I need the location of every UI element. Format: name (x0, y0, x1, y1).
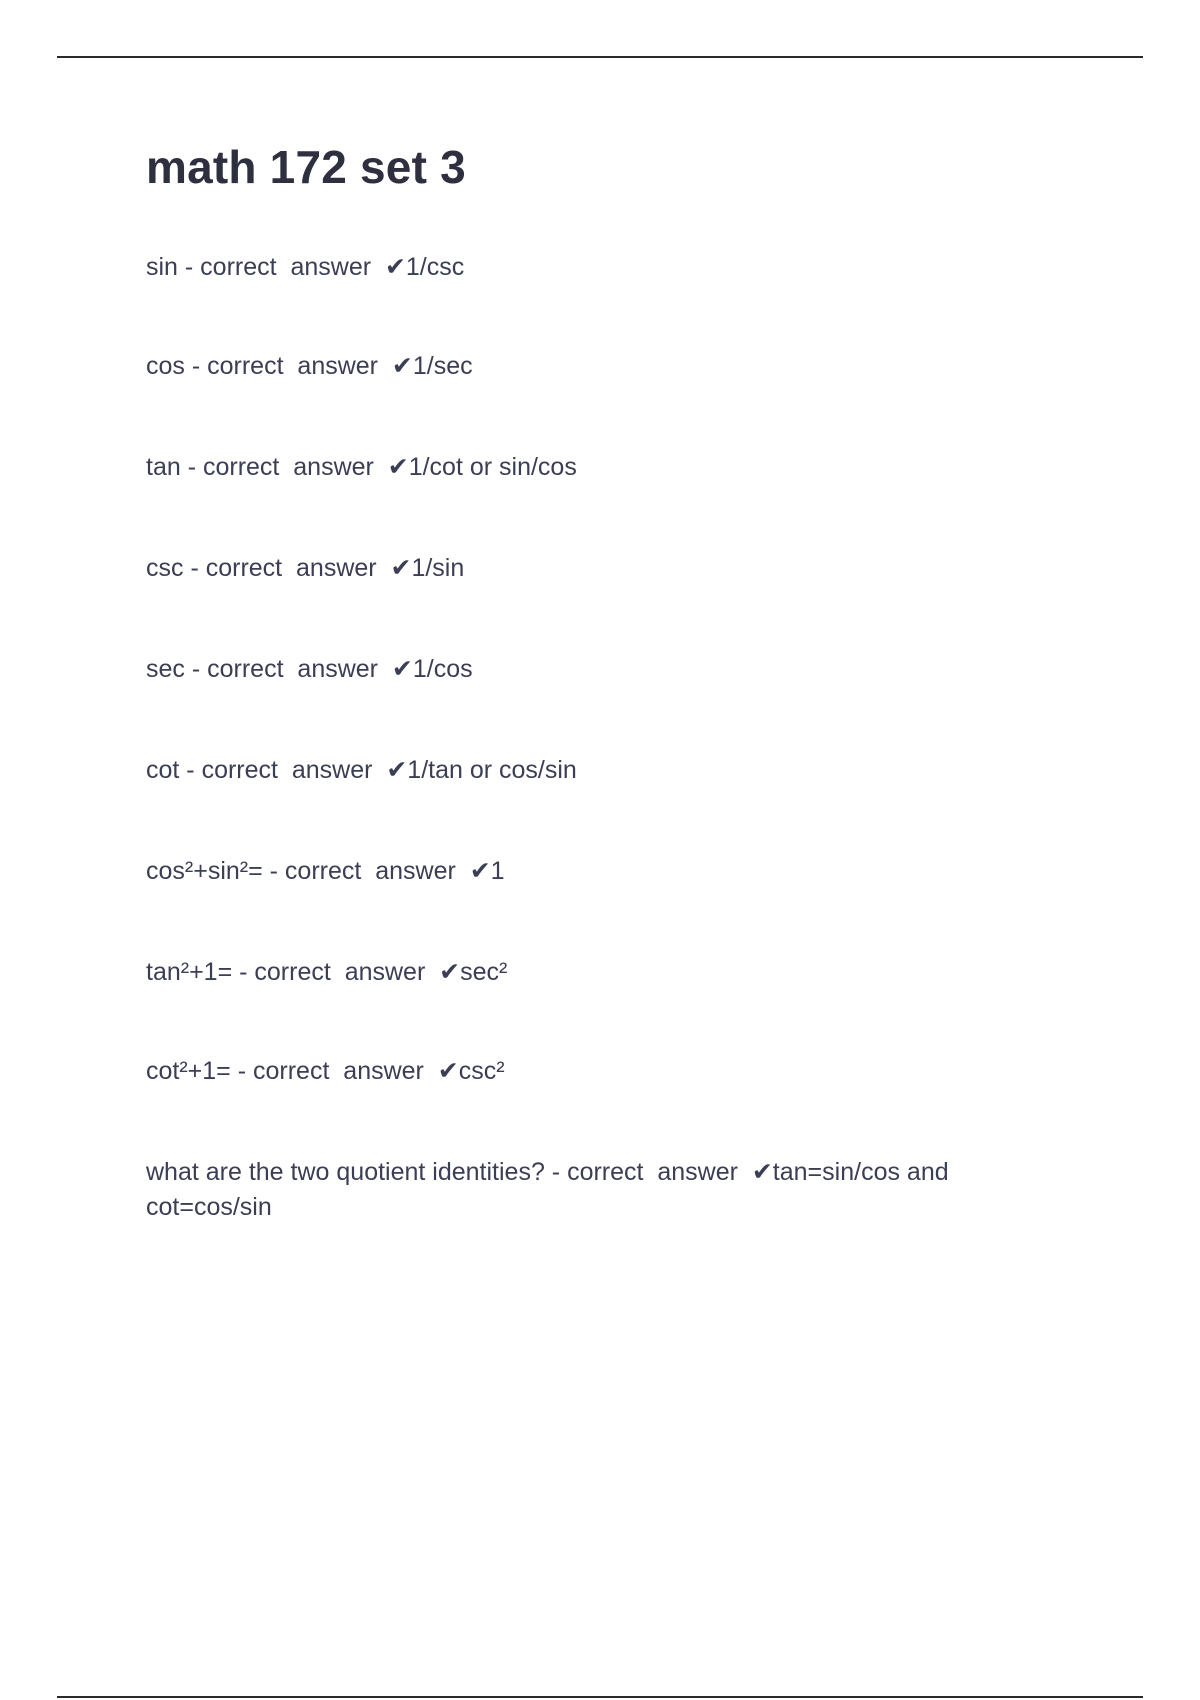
qa-item-csc: csc - correct answer ✔1/sin (146, 554, 465, 582)
top-divider (57, 56, 1143, 58)
qa-item-sin: sin - correct answer ✔1/csc (146, 253, 465, 281)
qa-item-quotient-identities: what are the two quotient identities? - correct answer ✔tan=sin/cos and cot=cos/sin (146, 1158, 949, 1221)
qa-item-tan-squared-identity: tan²+1= - correct answer ✔sec² (146, 958, 508, 986)
qa-item-tan: tan - correct answer ✔1/cot or sin/cos (146, 453, 577, 481)
bottom-divider (57, 1696, 1143, 1698)
qa-item-cot-squared-identity: cot²+1= - correct answer ✔csc² (146, 1057, 505, 1085)
qa-item-cot: cot - correct answer ✔1/tan or cos/sin (146, 756, 577, 784)
document-body (146, 140, 1046, 1221)
page-title: math 172 set 3 (146, 141, 466, 193)
qa-item-pythagorean-identity: cos²+sin²= - correct answer ✔1 (146, 857, 505, 885)
qa-item-sec: sec - correct answer ✔1/cos (146, 655, 473, 683)
qa-item-cos: cos - correct answer ✔1/sec (146, 352, 473, 380)
